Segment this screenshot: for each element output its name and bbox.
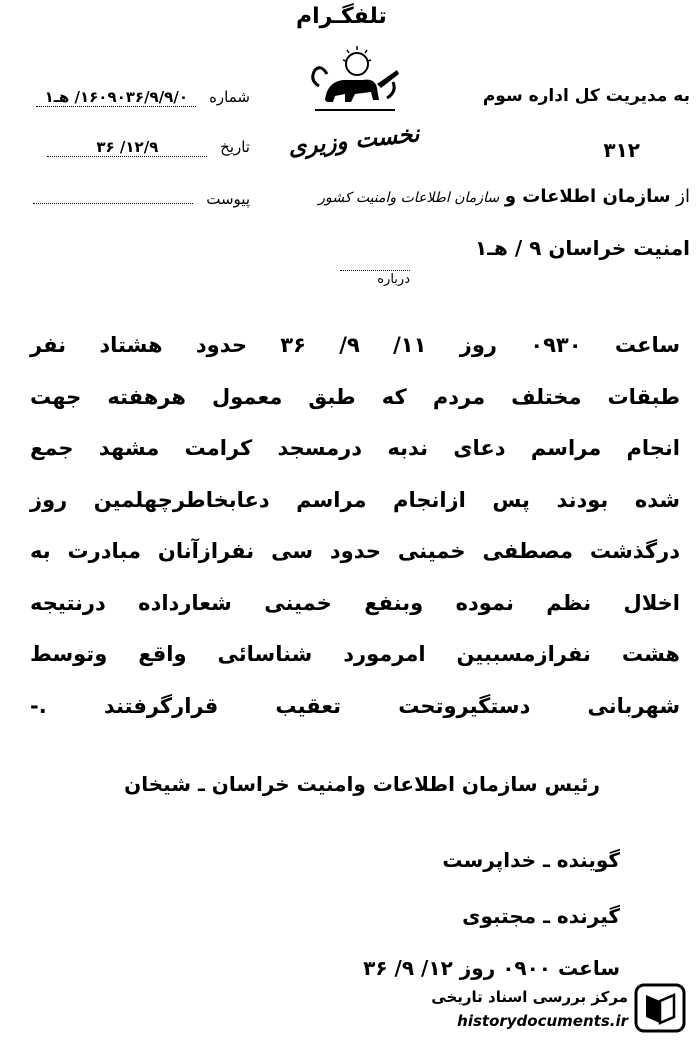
number-value: ۱۶۰۹۰۳۶/۹/۹/۰/ هـ۱ xyxy=(36,88,196,107)
section-number: ۳۱۲ xyxy=(603,138,640,162)
watermark-title: مرکز بررسی اسناد تاریخی xyxy=(431,988,628,1006)
sender-line xyxy=(268,186,690,207)
watermark-url: historydocuments.ir xyxy=(457,1012,628,1030)
body-line: هشت نفرازمسببین امرمورد شناسائی واقع وتوسط xyxy=(30,642,680,666)
date-row xyxy=(20,138,250,157)
date-value: ۱۲/۹/ ۳۶ xyxy=(47,138,207,157)
lion-and-sun-emblem-icon xyxy=(305,40,405,116)
receiver-line: گیرنده ـ مجتبوی xyxy=(462,904,620,928)
chief-line: رئیس سازمان اطلاعات وامنیت خراسان ـ شیخان xyxy=(124,772,600,796)
date-label: تاریخ xyxy=(220,138,250,156)
speaker-line: گوینده ـ خداپرست xyxy=(442,848,620,872)
enclosure-row xyxy=(20,190,250,208)
body-line: طبقات مختلف مردم که طبق معمول هرهفته جهت xyxy=(30,384,680,409)
time-line: ساعت ۰۹۰۰ روز ۱۲/ ۹/ ۳۶ xyxy=(363,956,620,980)
body-line: ساعت ۰۹۳۰ روز ۱۱/ ۹/ ۳۶ حدود هشتاد نفر xyxy=(30,333,680,357)
enclosure-value xyxy=(33,203,193,204)
body-text xyxy=(30,320,680,732)
body-line: شهربانی دستگیروتحت تعقیب قرارگرفتند .- xyxy=(30,693,680,718)
prime-ministry-signature: نخست وزیری xyxy=(287,121,421,161)
body-line: شده بودند پس ازانجام مراسم دعابخاطرچهلمین روز xyxy=(30,487,680,512)
telegram-title: تلفگـرام xyxy=(296,4,387,29)
body-line: انجام مراسم دعای ندبه درمسجد کرامت مشهد جمع xyxy=(30,436,680,460)
sender-main: سازمان اطلاعات و xyxy=(504,186,671,207)
subject-line: امنیت خراسان ۹ / هـ۱ xyxy=(475,236,690,260)
subject-prefix: درباره xyxy=(340,270,410,287)
number-label: شماره xyxy=(209,88,250,106)
number-row xyxy=(20,88,250,107)
watermark-logo-icon xyxy=(634,983,686,1033)
recipient-line: به مدیریت کل اداره سوم xyxy=(482,86,690,106)
body-line: درگذشت مصطفی خمینی حدود سی نفرازآنان مبادرت به xyxy=(30,539,680,563)
enclosure-label: پیوست xyxy=(206,190,250,208)
sender-handwritten: سازمان اطلاعات وامنیت کشور xyxy=(318,190,500,206)
sender-prefix: از xyxy=(676,186,690,207)
body-line: اخلال نظم نموده وبنفع خمینی شعارداده درنتیجه xyxy=(30,590,680,615)
